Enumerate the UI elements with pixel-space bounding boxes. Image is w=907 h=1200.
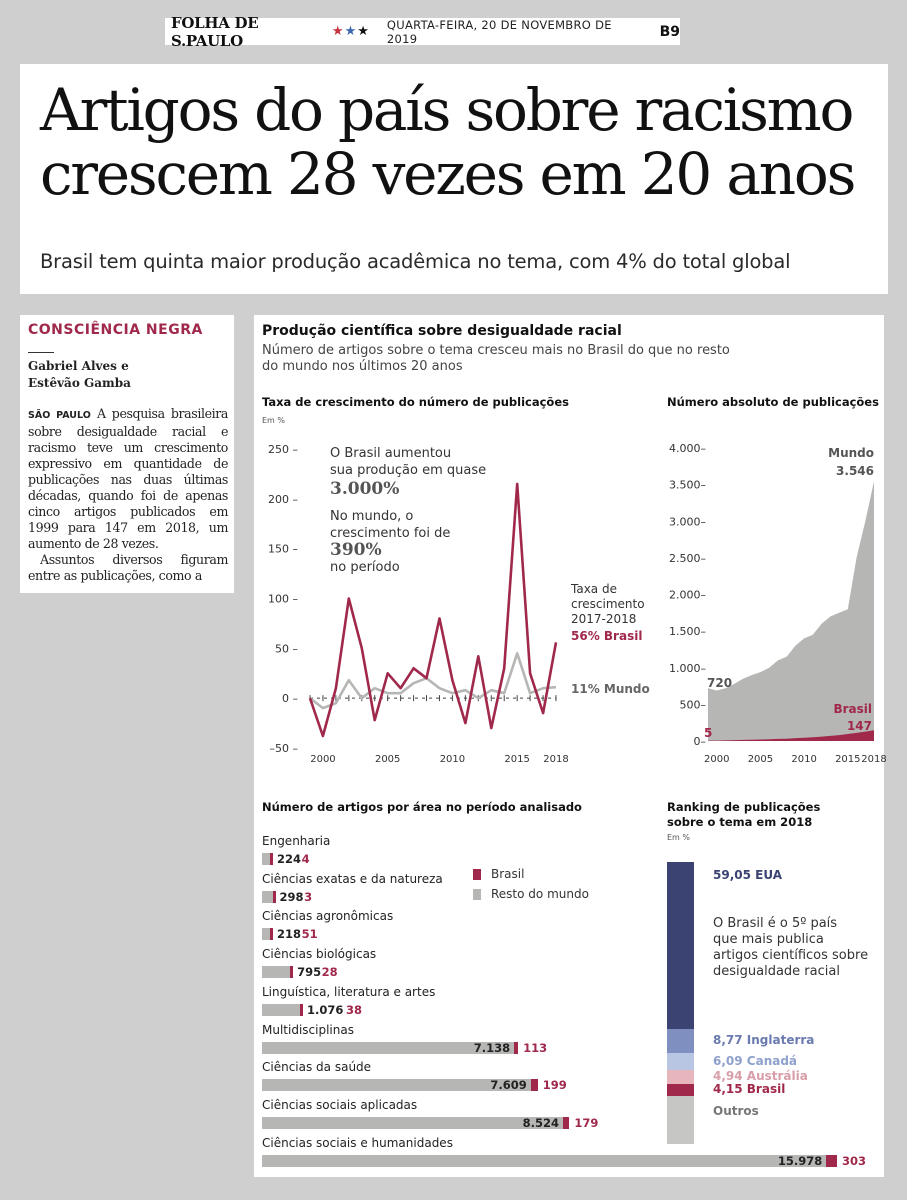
rate-label [571, 582, 645, 644]
note-line: No mundo, o [330, 509, 414, 524]
note-line: crescimento foi de [330, 526, 451, 541]
ranking-note [713, 916, 868, 980]
rate-mundo: 11% Mundo [571, 682, 650, 696]
dateline: SÃO PAULO [28, 410, 91, 421]
legend-item-brasil [473, 867, 524, 881]
resto-value-label: 7.138 [473, 1040, 511, 1055]
subtitle-line: do mundo nos últimos 20 anos [262, 359, 463, 374]
chart-title-line: Ranking de publicações [667, 800, 821, 814]
category-label: Ciências sociais e humanidades [262, 1135, 453, 1150]
brasil-bar [826, 1155, 837, 1167]
y-tick-label: 500– [679, 698, 706, 712]
brasil-bar [514, 1042, 518, 1054]
ranking-label: 6,09 Canadá [713, 1053, 798, 1068]
category-label: Ciências sociais aplicadas [262, 1097, 418, 1112]
brasil-bar [270, 853, 273, 865]
y-tick-label: 1.500– [669, 625, 706, 639]
note-line: O Brasil é o 5º país [713, 916, 838, 931]
brasil-bar [300, 1004, 303, 1016]
resto-value-label: 8.524 [522, 1115, 560, 1130]
note-line: no período [330, 560, 400, 575]
category-label: Ciências exatas e da natureza [262, 871, 443, 886]
ranking-segment-brasil [667, 1084, 694, 1096]
ranking-segment-eua [667, 862, 694, 1029]
ranking-segment-inglaterra [667, 1029, 694, 1054]
byline [28, 358, 131, 392]
mundo-series-line [310, 653, 556, 708]
x-tick-label: 2005 [747, 754, 774, 765]
author: Estêvão Gamba [28, 376, 131, 390]
brasil-value-label: 3 [304, 889, 313, 904]
ranking-label: 8,77 Inglaterra [713, 1032, 815, 1047]
x-tick-label: 2010 [791, 754, 817, 765]
resto-bar [262, 891, 273, 903]
graphic-subtitle [262, 343, 730, 375]
brasil-value-label: 147 [846, 719, 872, 733]
category-label: Multidisciplinas [262, 1022, 354, 1037]
legend-swatch [473, 889, 481, 900]
brasil-bar [290, 966, 293, 978]
unit-label: Em % [262, 416, 285, 425]
y-tick-label: 200 – [268, 492, 298, 506]
resto-value-label: 218 [277, 927, 302, 942]
note-line: O Brasil aumentou [330, 446, 452, 461]
x-tick-label: 2000 [704, 754, 730, 765]
y-tick-label: 2.000– [669, 588, 706, 602]
brasil-value-label: 179 [574, 1115, 599, 1130]
category-label: Linguística, literatura e artes [262, 984, 436, 999]
legend-swatch [473, 869, 481, 880]
ranking-label: 4,15 Brasil [713, 1082, 786, 1097]
resto-value-label: 298 [279, 889, 304, 904]
resto-value-label: 224 [277, 852, 302, 866]
legend-label: Brasil [491, 867, 525, 881]
paragraph [28, 406, 228, 552]
paragraph-text: Assuntos diversos figuram entre as publicações, como a [28, 552, 228, 583]
headline-line: crescem 28 vezes em 20 anos [40, 140, 855, 208]
note-line: sua produção em quase [330, 463, 487, 478]
brasil-value-label: 4 [301, 852, 310, 866]
resto-value-label: 7.609 [490, 1078, 527, 1093]
brasil-value-label: 51 [301, 927, 318, 942]
ranking-label: Outros [713, 1104, 759, 1119]
resto-value-label: 15.978 [777, 1153, 823, 1168]
x-tick-label: 2018 [543, 754, 569, 765]
brasil-value-label: 303 [842, 1153, 867, 1168]
brasil-growth-value: 3.000% [330, 479, 400, 499]
brasil-value-label: 38 [346, 1002, 363, 1017]
chart-title [667, 800, 820, 830]
paragraph-text: A pesquisa brasileira sobre desigualdade racial e racismo teve um crescimento expressivo em quantidade de publicações nas duas últimas décadas, quando foi de apenas cinco artigos publicados em 1999 para 147 em 2018, um aumento de 28 vezes. [28, 406, 228, 551]
x-tick-label: 2015 [504, 754, 530, 765]
article-body [28, 406, 228, 584]
x-tick-label: 2018 [861, 754, 887, 765]
absolute-publications-chart [654, 430, 887, 780]
headline-line: Artigos do país sobre racismo [40, 76, 853, 144]
note-line: desigualdade racial [713, 964, 840, 979]
x-tick-label: 2005 [374, 754, 401, 765]
y-tick-label: 2.500– [669, 551, 706, 565]
brasil-bar [273, 891, 276, 903]
y-tick-label: 0– [693, 735, 706, 748]
y-tick-label: –50 – [269, 742, 298, 755]
resto-bar [262, 1004, 300, 1016]
chart-title: Número absoluto de publicações [667, 395, 879, 409]
background-column-bottom [0, 600, 270, 1200]
ranking-segment-canadá [667, 1053, 694, 1070]
background-column-left [0, 0, 150, 60]
note-line: artigos científicos sobre [713, 948, 869, 963]
ranking-segment-outros [667, 1096, 694, 1144]
x-tick-label: 2015 [835, 754, 861, 765]
y-tick-label: 3.000– [669, 515, 706, 529]
y-tick-label: 150 – [268, 542, 298, 556]
section-label: CONSCIÊNCIA NEGRA [28, 322, 203, 338]
category-label: Engenharia [262, 834, 331, 848]
resto-bar [262, 1155, 826, 1167]
ranking-segment-austrália [667, 1070, 694, 1084]
rate-label-line: Taxa de [571, 582, 617, 596]
brasil-bar [531, 1079, 538, 1091]
y-tick-label: 1.000– [669, 661, 706, 675]
headline [40, 78, 880, 206]
y-tick-label: 50 – [275, 642, 298, 656]
start-value-label: 720 [707, 676, 733, 690]
page-number: B9 [659, 23, 680, 40]
masthead [165, 13, 680, 50]
x-tick-label: 2000 [310, 754, 336, 765]
resto-bar [262, 853, 270, 865]
divider [28, 352, 54, 353]
category-label: Ciências biológicas [262, 947, 377, 962]
ranking-label: 4,94 Austrália [713, 1069, 808, 1084]
y-tick-label: 0 – [282, 692, 298, 706]
brasil-start-label: 5 [704, 726, 713, 740]
star-icon: ★ [357, 24, 369, 39]
brasil-bar [563, 1117, 569, 1129]
category-label: Ciências da saúde [262, 1060, 372, 1075]
brasil-value-label: 199 [542, 1078, 567, 1093]
rate-label-line: 2017-2018 [571, 612, 637, 626]
star-icon: ★ [344, 24, 357, 39]
growth-note [330, 445, 486, 576]
resto-bar [262, 1117, 563, 1129]
paragraph [28, 552, 228, 584]
rate-brasil: 56% Brasil [571, 629, 643, 643]
rate-label-line: crescimento [571, 597, 645, 611]
star-icon: ★ [331, 24, 344, 39]
subheadline: Brasil tem quinta maior produção acadêmica no tema, com 4% do total global [40, 250, 791, 273]
y-tick-label: 250 – [268, 443, 298, 456]
legend-item-mundo [473, 887, 589, 901]
y-tick-label: 3.500– [669, 478, 706, 492]
graphic-title: Produção científica sobre desigualdade racial [262, 323, 622, 339]
mundo-growth-value: 390% [330, 540, 382, 560]
resto-bar [262, 966, 290, 978]
unit-label: Em % [667, 833, 690, 842]
resto-value-label: 795 [297, 965, 322, 980]
edition-date: QUARTA-FEIRA, 20 DE NOVEMBRO DE 2019 [386, 17, 612, 46]
author: Gabriel Alves e [28, 359, 129, 373]
y-tick-label: 4.000– [669, 442, 706, 455]
subtitle-line: Número de artigos sobre o tema cresceu mais no Brasil do que no resto [262, 343, 730, 358]
mundo-value-label: 3.546 [836, 464, 874, 478]
mundo-label: Mundo [828, 446, 874, 460]
chart-title: Número de artigos por área no período analisado [262, 800, 582, 814]
chart-title: Taxa de crescimento do número de publicações [262, 395, 569, 409]
brasil-label: Brasil [833, 702, 872, 716]
ranking-label: 59,05 EUA [713, 868, 782, 882]
y-tick-label: 100 – [268, 592, 298, 606]
resto-value-label: 1.076 [307, 1002, 344, 1017]
note-line: que mais publica [713, 932, 824, 947]
brasil-bar [270, 928, 273, 940]
legend-label: Resto do mundo [491, 887, 589, 901]
resto-bar [262, 928, 270, 940]
brasil-value-label: 28 [321, 965, 338, 980]
brasil-value-label: 113 [523, 1040, 548, 1055]
x-tick-label: 2010 [439, 754, 466, 765]
category-label: Ciências agronômicas [262, 909, 394, 924]
chart-title-line: sobre o tema em 2018 [667, 815, 813, 829]
newspaper-logo: FOLHA DE S.PAULO [171, 13, 259, 50]
